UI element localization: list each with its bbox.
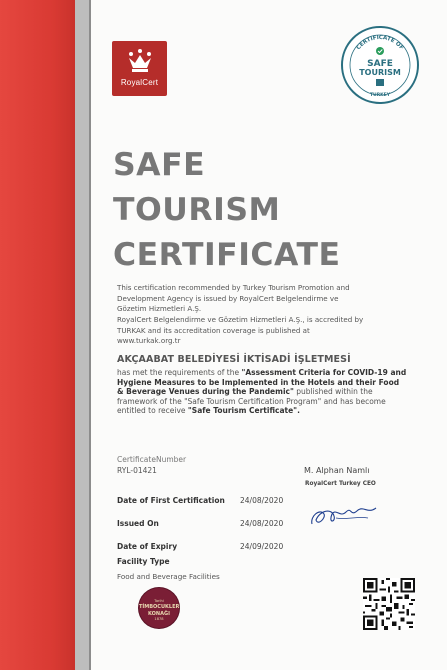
accreditation-paragraph: RoyalCert Belgelendirme ve Gözetim Hizmetleri A.Ş., is accredited by TURKAK and its accreditation coverage is published at www.turkak.org.tr xyxy=(117,315,364,345)
badge-line1: Tarihi xyxy=(154,599,164,603)
safe-tourism-seal xyxy=(340,25,420,105)
statement-text-1: has met the requirements of the xyxy=(117,368,242,377)
check-icon xyxy=(376,47,384,55)
statement-text-2: published within the framework of the "Safe Tourism Certification Program" and has become entitled to receive xyxy=(117,387,386,415)
certification-statement xyxy=(117,368,407,416)
issued-on-label: Issued On xyxy=(117,519,159,528)
title-line2: TOURISM xyxy=(113,192,281,228)
logo-text: RoyalCert xyxy=(120,78,159,87)
expiry-date: 24/09/2020 xyxy=(240,542,284,551)
seal-main-line2: TOURISM xyxy=(359,68,401,77)
konak-badge xyxy=(139,588,179,628)
facility-type-label: Facility Type xyxy=(117,557,170,566)
certificate-number-label: CertificateNumber xyxy=(117,455,187,464)
facility-type-value: Food and Beverage Facilities xyxy=(117,572,220,581)
qr-code xyxy=(363,578,415,630)
seal-main-line1: SAFE xyxy=(367,59,393,69)
gray-side-stripe xyxy=(75,0,89,670)
recommendation-paragraph: This certification recommended by Turkey Tourism Promotion and Development Agency is issued by RoyalCert Belgelendirme ve Gözetim Hizmetleri A.Ş. xyxy=(117,283,350,313)
title-line3: CERTIFICATE xyxy=(113,237,341,273)
first-certification-date: 24/08/2020 xyxy=(240,496,284,505)
statement-certificate: "Safe Tourism Certificate". xyxy=(187,406,300,415)
seal-top-text: CERTIFICATE OF xyxy=(355,34,405,52)
badge-line2: TİMBOCUKLER xyxy=(139,604,180,610)
badge-line4: 1878 xyxy=(154,617,164,621)
first-certification-label: Date of First Certification xyxy=(117,496,225,505)
dark-side-line xyxy=(89,0,91,670)
statement-criteria: "Assessment Criteria for COVID-19 and Hygiene Measures to be Implemented in the Hotels and their Food & Beverage Venues during the Pandemic" xyxy=(117,368,407,396)
red-side-stripe xyxy=(0,0,75,670)
expiry-label: Date of Expiry xyxy=(117,542,178,551)
badge-line3: KONAĞI xyxy=(148,611,170,617)
certificate-title xyxy=(113,143,340,278)
issued-on-date: 24/08/2020 xyxy=(240,519,284,528)
royalcert-logo xyxy=(112,41,167,96)
seal-flag-icon xyxy=(376,79,384,86)
company-name: AKÇAABAT BELEDİYESİ İKTİSADİ İŞLETMESİ xyxy=(117,354,351,365)
signature xyxy=(306,496,386,532)
crown-icon xyxy=(125,46,155,74)
certificate-number: RYL-01421 xyxy=(117,466,157,475)
seal-bottom-text: TURKEY xyxy=(369,93,391,98)
signatory-title: RoyalCert Turkey CEO xyxy=(305,481,376,487)
signatory-name: M. Alphan Namlı xyxy=(304,466,370,475)
title-line1: SAFE xyxy=(113,147,206,183)
